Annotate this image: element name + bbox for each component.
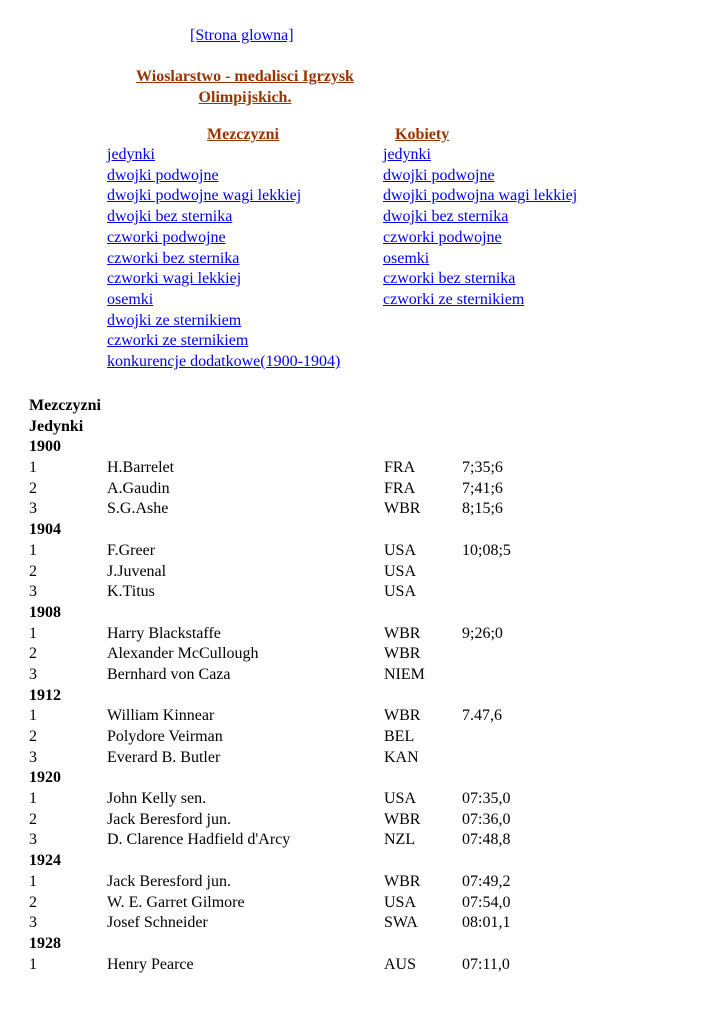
country-cell: FRA — [384, 459, 416, 477]
country-cell: BEL — [384, 728, 415, 745]
place-cell: 3 — [29, 583, 37, 601]
place-cell: 3 — [29, 914, 37, 932]
athlete-cell: Everard B. Butler — [107, 748, 221, 766]
time-cell: 7;35;6 — [462, 459, 503, 477]
place-cell: 1 — [29, 624, 37, 642]
result-row — [29, 706, 719, 727]
country-cell: USA — [384, 790, 417, 808]
women-event-link[interactable]: dwojki podwojna wagi lekkiej — [383, 187, 578, 205]
women-event-link[interactable]: jedynki — [383, 146, 431, 163]
women-column-header: Kobiety — [395, 126, 450, 143]
country-cell: FRA — [384, 479, 416, 497]
time-cell: 07:54,0 — [462, 893, 511, 911]
time-cell: 9;26;0 — [462, 624, 503, 642]
country-cell: KAN — [384, 748, 419, 766]
men-event-link[interactable]: czworki wagi lekkiej — [107, 270, 242, 288]
place-cell: 1 — [29, 872, 37, 890]
place-cell: 1 — [29, 459, 37, 477]
result-row — [29, 479, 719, 500]
country-cell: WBR — [384, 872, 421, 890]
women-event-link[interactable]: dwojki podwojne — [383, 166, 495, 184]
men-event-link[interactable]: osemki — [107, 290, 154, 308]
men-event-link[interactable]: dwojki podwojne wagi lekkiej — [107, 187, 302, 205]
athlete-cell: A.Gaudin — [107, 479, 170, 497]
country-cell: WBR — [384, 810, 421, 828]
country-cell: USA — [384, 562, 417, 580]
country-cell: USA — [384, 541, 417, 559]
athlete-cell: F.Greer — [107, 541, 156, 559]
time-cell: 07:48,8 — [462, 831, 511, 849]
women-event-link[interactable]: dwojki bez sternika — [383, 208, 509, 226]
time-cell: 07:49,2 — [462, 872, 511, 890]
athlete-cell: D. Clarence Hadfield d'Arcy — [107, 831, 291, 849]
country-cell: WBR — [384, 707, 421, 725]
time-cell: 07:35,0 — [462, 790, 511, 808]
result-row — [29, 499, 719, 520]
year-heading: 1920 — [29, 769, 61, 787]
athlete-cell: Bernhard von Caza — [107, 665, 231, 683]
women-links-list — [383, 145, 577, 311]
place-cell: 2 — [29, 562, 37, 580]
athlete-cell: Jack Beresford jun. — [107, 810, 231, 828]
time-cell — [462, 665, 582, 686]
place-cell: 1 — [29, 955, 37, 973]
men-column-header: Mezczyzni — [207, 126, 279, 143]
athlete-cell: John Kelly sen. — [107, 790, 207, 808]
year-heading: 1904 — [29, 521, 61, 539]
athlete-cell: William Kinnear — [107, 707, 215, 725]
time-cell — [462, 562, 582, 583]
men-event-link[interactable]: jedynki — [107, 146, 155, 163]
athlete-cell: J.Juvenal — [107, 562, 167, 580]
time-cell — [462, 582, 582, 603]
result-row — [29, 913, 719, 934]
time-cell: 7;41;6 — [462, 479, 503, 497]
place-cell: 1 — [29, 790, 37, 808]
time-cell: 07:36,0 — [462, 810, 511, 828]
athlete-cell: Alexander McCullough — [107, 645, 259, 663]
athlete-cell: H.Barrelet — [107, 459, 175, 477]
athlete-cell: K.Titus — [107, 583, 155, 601]
men-event-link[interactable]: konkurencje dodatkowe(1900-1904) — [107, 353, 341, 371]
men-links-list — [107, 145, 340, 373]
time-cell: 08:01,1 — [462, 914, 511, 932]
result-row — [29, 830, 719, 851]
page-title-line-1: Wioslarstwo - medalisci Igrzysk — [136, 68, 354, 85]
country-cell: NZL — [384, 831, 416, 849]
time-cell: 10;08;5 — [462, 541, 511, 559]
men-event-link[interactable]: dwojki bez sternika — [107, 208, 233, 226]
country-cell: AUS — [384, 955, 417, 973]
result-row — [29, 541, 719, 562]
year-heading: 1908 — [29, 603, 61, 621]
men-event-link[interactable]: czworki bez sternika — [107, 249, 240, 267]
page-title — [120, 66, 370, 108]
result-row — [29, 872, 719, 893]
place-cell: 2 — [29, 728, 37, 745]
year-heading: 1900 — [29, 438, 61, 456]
country-cell: SWA — [384, 914, 418, 932]
time-cell — [462, 748, 582, 769]
athlete-cell: S.G.Ashe — [107, 500, 169, 518]
place-cell: 2 — [29, 893, 37, 911]
men-event-link[interactable]: dwojki ze sternikiem — [107, 311, 242, 329]
athlete-cell: Henry Pearce — [107, 955, 194, 973]
men-event-link[interactable]: czworki ze sternikiem — [107, 332, 249, 350]
section-title: Mezczyzni — [29, 397, 101, 414]
athlete-cell: W. E. Garret Gilmore — [107, 893, 245, 911]
men-event-link[interactable]: czworki podwojne — [107, 228, 226, 246]
place-cell: 3 — [29, 665, 37, 683]
year-heading: 1912 — [29, 686, 61, 704]
country-cell: USA — [384, 583, 417, 601]
event-title: Jedynki — [29, 417, 84, 435]
athlete-cell: Harry Blackstaffe — [107, 624, 221, 642]
result-row — [29, 582, 719, 603]
result-row — [29, 624, 719, 645]
women-event-link[interactable]: czworki podwojne — [383, 228, 502, 246]
women-event-link[interactable]: osemki — [383, 249, 430, 267]
men-event-link[interactable]: dwojki podwojne — [107, 166, 219, 184]
country-cell: WBR — [384, 645, 421, 663]
result-row — [29, 644, 719, 665]
athlete-cell: Jack Beresford jun. — [107, 872, 231, 890]
result-row — [29, 810, 719, 831]
result-row — [29, 893, 719, 914]
result-row — [29, 955, 719, 976]
year-heading: 1924 — [29, 852, 61, 870]
page-title-line-2: Olimpijskich. — [198, 89, 292, 106]
place-cell: 2 — [29, 479, 37, 497]
time-cell — [462, 644, 582, 665]
year-heading: 1928 — [29, 934, 61, 952]
result-row — [29, 562, 719, 583]
result-row — [29, 458, 719, 479]
time-cell: 7.47,6 — [462, 707, 502, 725]
country-cell: WBR — [384, 500, 421, 518]
place-cell: 1 — [29, 707, 37, 725]
time-cell: 8;15;6 — [462, 500, 503, 518]
time-cell — [462, 727, 582, 748]
country-cell: WBR — [384, 624, 421, 642]
place-cell: 2 — [29, 810, 37, 828]
women-event-link[interactable]: czworki ze sternikiem — [383, 290, 525, 308]
place-cell: 3 — [29, 831, 37, 849]
home-link[interactable]: [Strona glowna] — [190, 27, 294, 44]
place-cell: 1 — [29, 541, 37, 559]
result-row — [29, 748, 719, 769]
result-row — [29, 665, 719, 686]
country-cell: NIEM — [384, 665, 425, 683]
place-cell: 2 — [29, 645, 37, 663]
athlete-cell: Polydore Veirman — [107, 728, 223, 745]
country-cell: USA — [384, 893, 417, 911]
time-cell: 07:11,0 — [462, 955, 510, 973]
results-section — [29, 396, 719, 975]
women-event-link[interactable]: czworki bez sternika — [383, 270, 516, 288]
place-cell: 3 — [29, 500, 37, 518]
place-cell: 3 — [29, 748, 37, 766]
result-row — [29, 727, 719, 748]
athlete-cell: Josef Schneider — [107, 914, 208, 932]
result-row — [29, 789, 719, 810]
